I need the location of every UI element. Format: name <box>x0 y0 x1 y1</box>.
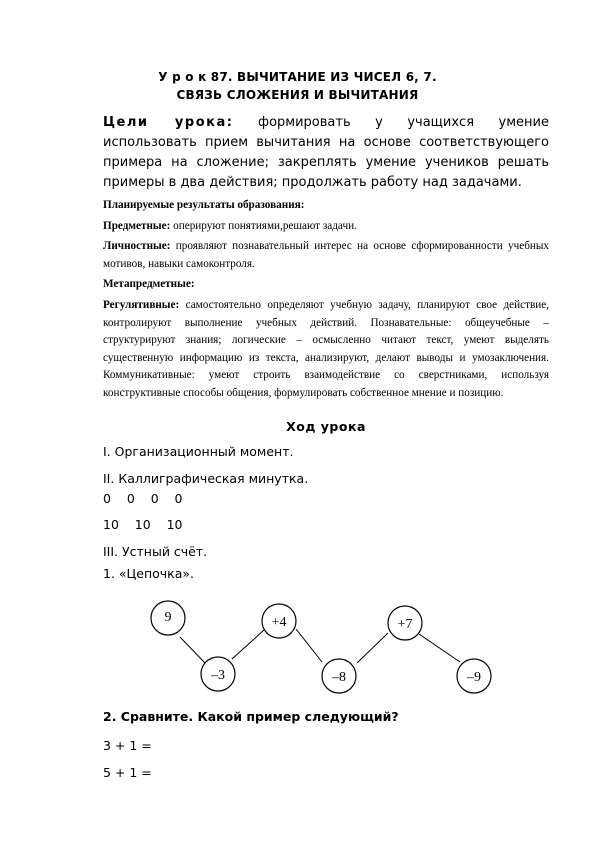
meta-heading: Метапредметные: <box>103 278 195 291</box>
example-2: 5 + 1 = <box>103 765 152 780</box>
example-1: 3 + 1 = <box>103 738 152 753</box>
chain-label-3: +4 <box>271 615 287 630</box>
goals-text-4: примеры в два действия; продолжать работу над задачами. <box>103 175 522 190</box>
lesson-heading: Ход урока <box>286 419 366 434</box>
personal-text: проявляют познавательный интерес на основе сформированности учебных мотивов, навыки самоконтроля. <box>103 240 549 270</box>
personal-label: Личностные: <box>103 240 171 253</box>
section-1: I. Организационный момент. <box>103 444 294 459</box>
number-chain-diagram <box>0 590 595 705</box>
subject-text: оперируют понятиями,решают задачи. <box>170 219 357 232</box>
chain-label-5: +7 <box>397 617 413 632</box>
chain-label-4: –8 <box>332 670 346 685</box>
title-line-2: СВЯЗЬ СЛОЖЕНИЯ И ВЫЧИТАНИЯ <box>176 88 419 102</box>
goals-text-1: формировать у учащихся умение <box>233 115 549 130</box>
goals-label: Цели урока: <box>103 115 234 130</box>
section-3: III. Устный счёт. <box>103 544 208 559</box>
subject-label: Предметные: <box>103 219 171 232</box>
regulatory-label: Регулятивные: <box>103 298 180 311</box>
chain-label-2: –3 <box>211 668 225 683</box>
calligraphy-zeros: 0 0 0 0 <box>103 491 183 506</box>
item-chain-label: 1. «Цепочка». <box>103 566 194 581</box>
chain-label-6: –9 <box>467 670 481 685</box>
title-line-1: У р о к 87. ВЫЧИТАНИЕ ИЗ ЧИСЕЛ 6, 7. <box>158 70 437 84</box>
chain-nodes <box>151 601 491 693</box>
chain-label-1: 9 <box>164 610 172 625</box>
item-compare: 2. Сравните. Какой пример следующий? <box>103 709 399 724</box>
planned-results <box>103 197 549 404</box>
results-heading: Планируемые результаты образования: <box>103 199 305 211</box>
calligraphy-tens: 10 10 10 <box>103 517 183 532</box>
section-2: II. Каллиграфическая минутка. <box>103 471 309 486</box>
regulatory-text: самостоятельно определяют учебную задачу, планируют свое действие, контролируют выполнение учебных действий. Познавательные: общеучебные – структурируют знания; логические – осмысленно читают текст, умеют выделять существенную информацию из текста, анализируют, делают выводы и умозаключения. Коммуникативные: умеют строить взаимодействие со сверстниками, используя конструктивные способы общения, формулировать собственное мнение и позицию. <box>103 298 549 399</box>
goals-text-3: примера на сложение; закреплять умение учеников решать <box>103 155 549 170</box>
goals-text-2: использовать прием вычитания на основе соответствующего <box>103 135 549 150</box>
lesson-goals <box>103 113 549 193</box>
